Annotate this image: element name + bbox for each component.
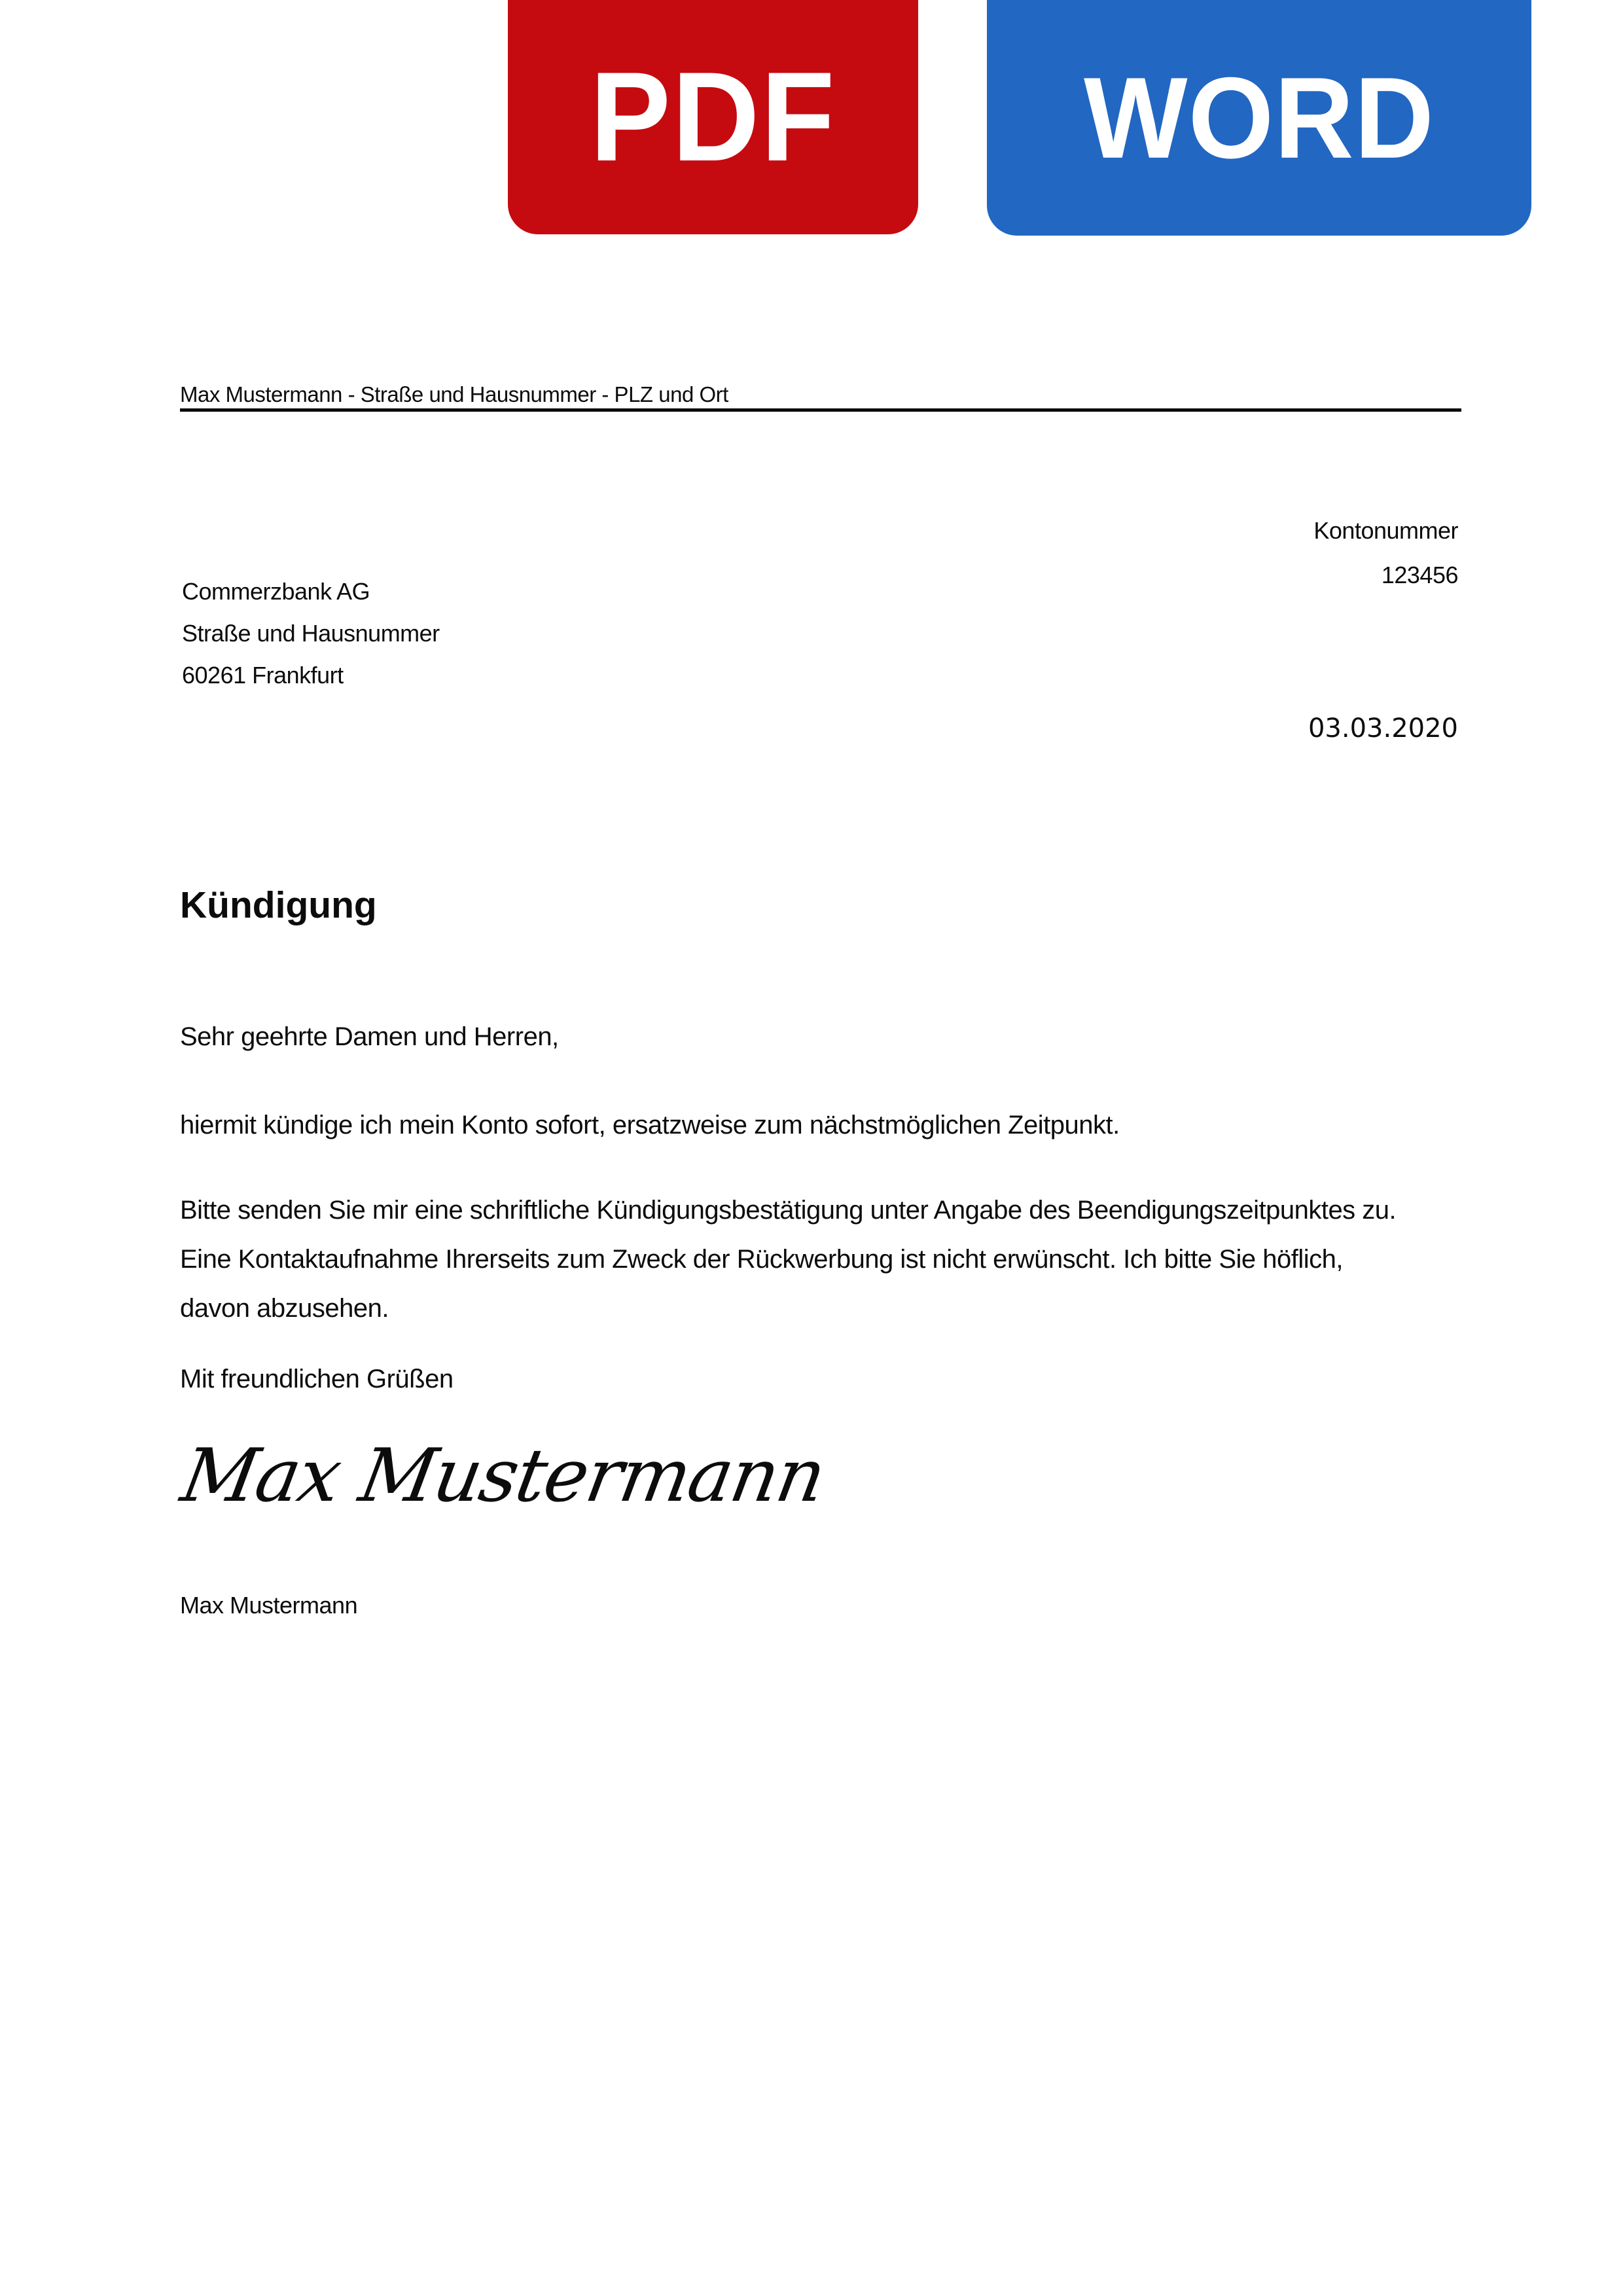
pdf-download-label: PDF: [590, 46, 836, 188]
pdf-download-button[interactable]: [508, 0, 918, 234]
recipient-address-block: [182, 571, 440, 696]
sender-line: Max Mustermann - Straße und Hausnummer - PLZ und Ort: [180, 382, 728, 406]
paragraph-notice: hiermit kündige ich mein Konto sofort, ersatzweise zum nächstmöglichen Zeitpunkt.: [180, 1111, 1120, 1139]
recipient-city: 60261 Frankfurt: [182, 662, 344, 689]
recipient-name: Commerzbank AG: [182, 578, 370, 605]
handwritten-signature: Max Mustermann: [175, 1433, 831, 1518]
recipient-street: Straße und Hausnummer: [182, 620, 440, 647]
signature-printed-name: Max Mustermann: [180, 1592, 358, 1619]
account-number-value: 123456: [1381, 562, 1458, 588]
word-download-button[interactable]: [987, 0, 1531, 236]
account-number-label: Kontonummer: [1313, 517, 1458, 544]
closing-formula: Mit freundlichen Grüßen: [180, 1365, 454, 1393]
word-download-label: WORD: [1084, 52, 1435, 183]
paragraph-confirmation-request: Bitte senden Sie mir eine schriftliche Kündigungsbestätigung unter Angabe des Beendigungszeitpunktes zu. Eine Kontaktaufnahme Ihrerseits zum Zweck der Rückwerbung ist nicht erwünscht. Ich bitte Sie höflich, davon abzusehen.: [180, 1196, 1397, 1323]
letter-subject: Kündigung: [180, 884, 377, 926]
salutation: Sehr geehrte Damen und Herren,: [180, 1022, 559, 1051]
letter-date: 03.03.2020: [1308, 713, 1458, 744]
sender-separator-rule: [180, 408, 1461, 412]
